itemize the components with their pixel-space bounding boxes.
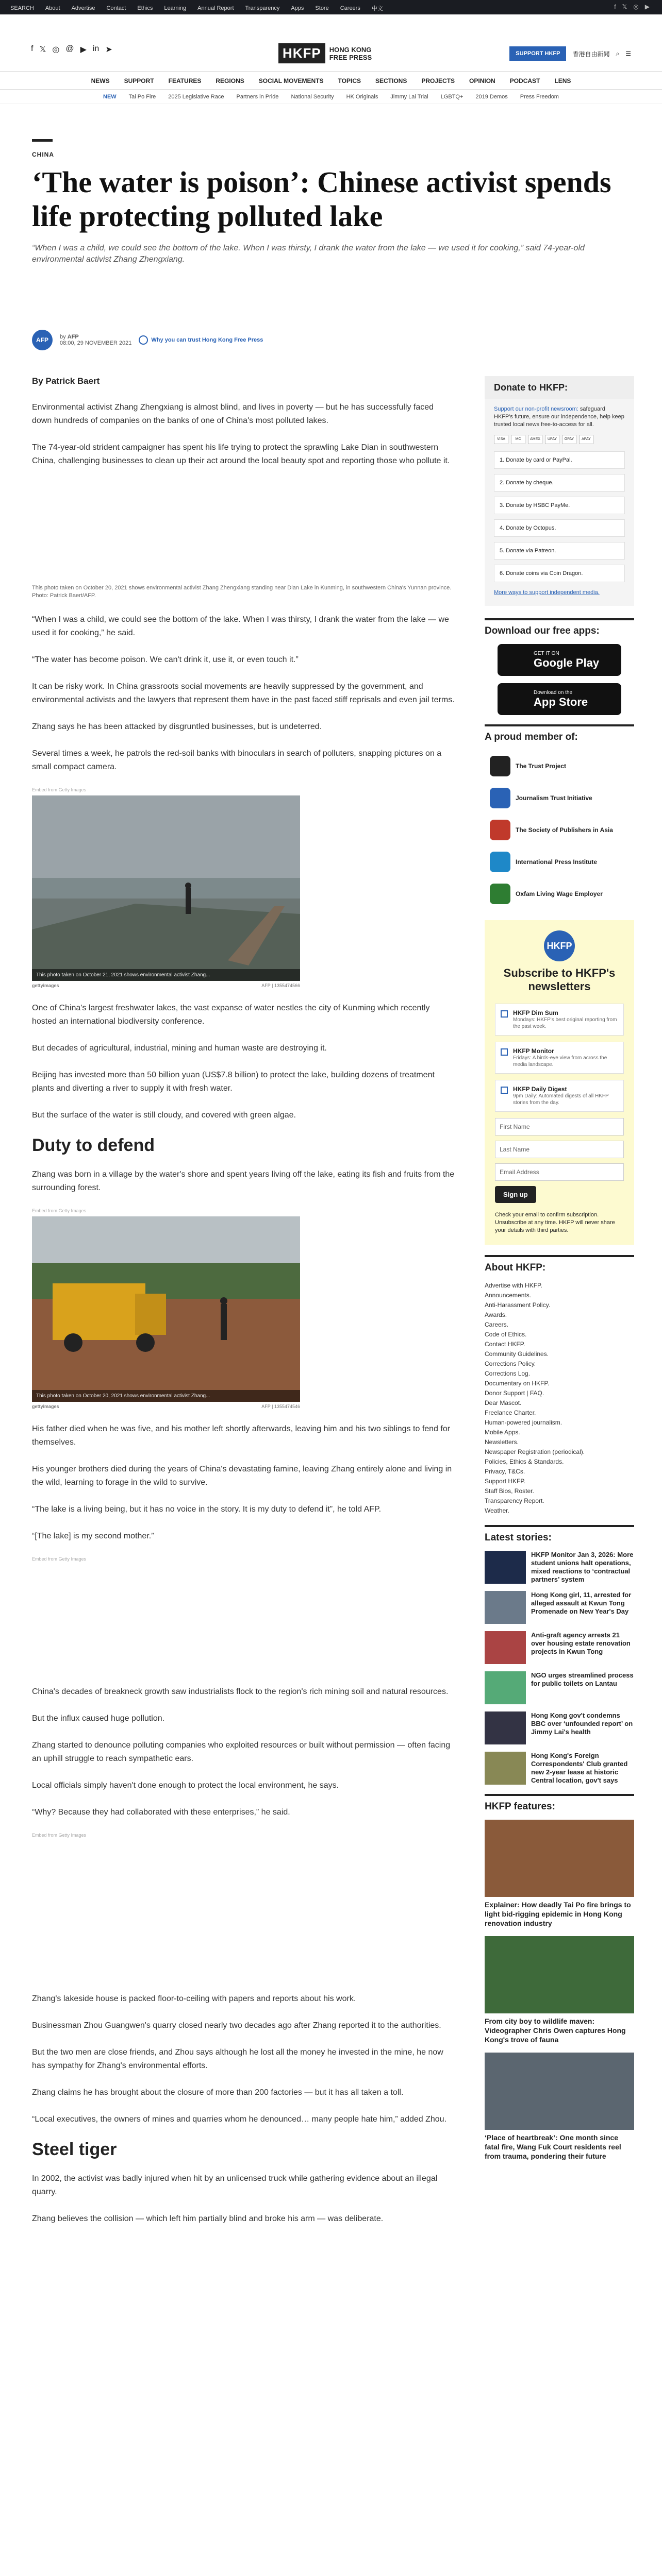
nav-item[interactable]: PROJECTS xyxy=(421,77,455,84)
trust-icon xyxy=(139,335,148,345)
about-link[interactable]: Privacy, T&Cs. xyxy=(485,1468,525,1475)
top-link[interactable]: Advertise xyxy=(71,5,95,11)
newsletter-title: Subscribe to HKFP's newsletters xyxy=(503,967,616,993)
about-link[interactable]: Corrections Policy. xyxy=(485,1360,536,1367)
subnav-item[interactable]: National Security xyxy=(291,94,334,100)
top-link[interactable]: Learning xyxy=(164,5,187,11)
logo-text: HONG KONG FREE PRESS xyxy=(329,45,372,61)
nav-item[interactable]: SOCIAL MOVEMENTS xyxy=(258,77,324,84)
paragraph: In 2002, the activist was badly injured when hit by an unlicensed truck while gathering evidence about an illegal quarry. xyxy=(32,2174,438,2196)
app-store-button[interactable]: Download on the App Store xyxy=(498,683,621,715)
members-title: A proud member of: xyxy=(485,732,578,742)
instagram-icon[interactable]: ◎ xyxy=(633,3,639,10)
donate-option[interactable]: 2. Donate by cheque. xyxy=(494,474,625,492)
first-name-input[interactable]: First Name xyxy=(495,1118,624,1136)
nav-item[interactable]: TOPICS xyxy=(338,77,361,84)
newsletter-note: Check your email to confirm subscription. Unsubscribe at any time. HKFP will never share your details with third parties. xyxy=(495,1212,615,1233)
payment-card-icon: AMEX xyxy=(528,435,542,444)
paragraph: “When I was a child, we could see the bottom of the lake. When I was thirsty, I drank the water from the lake — we used it for cooking,” he said. xyxy=(32,615,449,637)
linkedin-icon[interactable]: in xyxy=(92,44,100,53)
threads-icon[interactable]: @ xyxy=(65,44,74,53)
about-link[interactable]: Dear Mascot. xyxy=(485,1399,522,1406)
about-link[interactable]: Transparency Report. xyxy=(485,1497,544,1504)
telegram-icon[interactable]: ➤ xyxy=(105,45,112,54)
about-link[interactable]: Weather. xyxy=(485,1507,509,1514)
author-line: By Patrick Baert xyxy=(32,376,100,386)
paragraph: His father died when he was five, and his mother left shortly afterwards, leaving him and his two siblings to fend for themselves. xyxy=(32,1425,451,1447)
feature-title[interactable]: Explainer: How deadly Tai Po fire brings to light bid-rigging epidemic in Hong Kong renovation industry xyxy=(485,1901,631,1927)
member-mark-icon xyxy=(490,820,510,840)
nav-item[interactable]: PODCAST xyxy=(509,77,540,84)
top-link[interactable]: Contact xyxy=(106,5,126,11)
payment-card-icon: GPAY xyxy=(562,435,576,444)
top-links xyxy=(10,4,383,12)
instagram-icon[interactable]: ◎ xyxy=(52,45,60,54)
newsletter-name: HKFP Monitor xyxy=(513,1047,554,1055)
about-link[interactable]: Anti-Harassment Policy. xyxy=(485,1301,551,1309)
story-title[interactable]: Hong Kong girl, 11, arrested for alleged assault at Kwun Tong Promenade on New Year's Day xyxy=(531,1591,632,1615)
member-mark-icon xyxy=(490,884,510,904)
article-header xyxy=(32,139,630,265)
donate-option[interactable]: 4. Donate by Octopus. xyxy=(494,519,625,537)
paragraph: But the two men are close friends, and Zhou says although he lost all the money he invested in the mine, he now has sympathy for Zhang's environmental efforts. xyxy=(32,2048,443,2070)
payment-cards xyxy=(485,435,634,451)
story-thumbnail[interactable] xyxy=(485,1711,526,1744)
story-thumbnail[interactable] xyxy=(485,1671,526,1704)
top-link[interactable]: About xyxy=(45,5,60,11)
nav-item[interactable]: OPINION xyxy=(469,77,495,84)
section-heading: Steel tiger xyxy=(32,2140,117,2159)
sidebar xyxy=(485,376,634,2170)
story-thumbnail[interactable] xyxy=(485,1752,526,1785)
paragraph: But the surface of the water is still cloudy, and covered with green algae. xyxy=(32,1111,296,1120)
about-link[interactable]: Support HKFP. xyxy=(485,1478,526,1485)
member-mark-icon xyxy=(490,852,510,872)
latest-story[interactable] xyxy=(485,1711,634,1744)
payment-card-icon: UPAY xyxy=(545,435,559,444)
top-link[interactable]: Store xyxy=(315,5,329,11)
top-link[interactable]: Apps xyxy=(291,5,304,11)
about-link[interactable]: Careers. xyxy=(485,1321,509,1328)
apps-section xyxy=(485,618,634,715)
paragraph: The 74-year-old strident campaigner has spent his life trying to protect the sprawling Lake Dian in southwestern China, challenging businesses to clean up their act around the local beauty spot and reporting those who pollute it. xyxy=(32,443,450,465)
checkbox[interactable] xyxy=(501,1048,508,1056)
nav-item[interactable]: REGIONS xyxy=(216,77,244,84)
newsletter-desc: 9pm Daily: Automated digests of all HKFP stories from the day. xyxy=(513,1093,609,1106)
section-heading: Duty to defend xyxy=(32,1136,155,1155)
facebook-icon[interactable]: f xyxy=(614,3,616,10)
story-title[interactable]: Hong Kong gov't condemns BBC over ‘unfounded report’ on Jimmy Lai's health xyxy=(531,1711,633,1736)
member-logo[interactable] xyxy=(485,814,634,846)
about-link[interactable]: Policies, Ethics & Standards. xyxy=(485,1458,564,1465)
facebook-icon[interactable]: f xyxy=(31,44,34,53)
feature-story[interactable] xyxy=(485,2053,634,2161)
feature-story[interactable] xyxy=(485,1936,634,2044)
paragraph: But decades of agricultural, industrial, mining and human waste are destroying it. xyxy=(32,1044,327,1053)
about-link[interactable]: Corrections Log. xyxy=(485,1370,531,1377)
publish-date: 08:00, 29 NOVEMBER 2021 xyxy=(60,340,132,346)
paragraph: Beijing has invested more than 50 billion yuan (US$7.8 billion) to protect the lake, building dozens of treatment plants and diverting a river to supply it with fresh water. xyxy=(32,1071,435,1093)
about-link[interactable]: Awards. xyxy=(485,1311,507,1318)
email-input[interactable]: Email Address xyxy=(495,1163,624,1181)
last-name-input[interactable]: Last Name xyxy=(495,1141,624,1158)
story-thumbnail[interactable] xyxy=(485,1631,526,1664)
embed-placeholder xyxy=(32,1562,455,1685)
top-link[interactable]: Careers xyxy=(340,5,360,11)
story-title[interactable]: Anti-graft agency arrests 21 over housing estate renovation projects in Kwun Tong xyxy=(531,1631,631,1655)
search-icon[interactable]: ⌕ xyxy=(616,49,620,57)
paragraph: Several times a week, he patrols the red-soil banks with binoculars in search of polluters, snapping pictures on a small compact camera. xyxy=(32,749,442,771)
photo-credit: AFP | 1355474546 xyxy=(261,1404,300,1409)
paragraph: “Why? Because they had collaborated with these enterprises,” he said. xyxy=(32,1808,290,1817)
newsletter-option[interactable] xyxy=(495,1042,624,1074)
member-name: The Trust Project xyxy=(516,762,567,770)
article-title: ‘The water is poison’: Chinese activist spends life protecting polluted lake xyxy=(32,165,611,233)
photo-caption: This photo taken on October 20, 2021 shows environmental activist Zhang Zhengxiang standing near Dian Lake in Kunming, in southwestern China's Yunnan province. Photo: Patrick Baert/AFP. xyxy=(32,585,452,599)
member-mark-icon xyxy=(490,788,510,808)
newsletter-logo: HKFP xyxy=(544,930,575,961)
youtube-icon[interactable]: ▶ xyxy=(80,45,87,54)
subnav-item[interactable]: Partners in Pride xyxy=(236,94,279,100)
members-section xyxy=(485,724,634,910)
subnav-item[interactable]: Press Freedom xyxy=(520,94,559,100)
donate-title: Donate to HKFP: xyxy=(485,376,634,399)
top-link[interactable]: Ethics xyxy=(137,5,153,11)
about-link[interactable]: Code of Ethics. xyxy=(485,1331,527,1338)
features-title: HKFP features: xyxy=(485,1801,555,1812)
member-logo[interactable] xyxy=(485,750,634,782)
paragraph: Businessman Zhou Guangwen's quarry closed nearly two decades ago after Zhang reported it to the authorities. xyxy=(32,2021,441,2030)
nav-item[interactable]: NEWS xyxy=(91,77,110,84)
nav-item[interactable]: SECTIONS xyxy=(375,77,407,84)
top-bar xyxy=(0,0,662,14)
donate-option[interactable]: 3. Donate by HSBC PayMe. xyxy=(494,497,625,514)
getty-logo: gettyimages xyxy=(32,1404,59,1409)
getty-embed[interactable] xyxy=(32,1208,300,1409)
paragraph: Zhang started to denounce polluting companies who exploited resources or built without permission — often facing an uphill struggle to reach sympathetic ears. xyxy=(32,1741,451,1763)
paragraph: But the influx caused huge pollution. xyxy=(32,1714,165,1723)
article-body xyxy=(32,376,455,2239)
latest-story[interactable] xyxy=(485,1752,634,1785)
about-link[interactable]: Newsletters. xyxy=(485,1438,519,1446)
paragraph: “[The lake] is my second mother.” xyxy=(32,1532,154,1540)
member-logo[interactable] xyxy=(485,846,634,878)
about-link[interactable]: Advertise with HKFP. xyxy=(485,1282,542,1289)
getty-logo: gettyimages xyxy=(32,983,59,988)
member-name: Oxfam Living Wage Employer xyxy=(516,890,603,897)
about-link[interactable]: Contact HKFP. xyxy=(485,1341,525,1348)
paragraph: Zhang's lakeside house is packed floor-to-ceiling with papers and reports about his work. xyxy=(32,1994,356,2003)
donate-intro: Support our non-profit newsroom: safeguard HKFP's future, ensure our independence, help keep trusted local news free-to-access for all. xyxy=(494,406,624,428)
feature-story[interactable] xyxy=(485,1820,634,1928)
embed-label: Embed from Getty Images xyxy=(32,1208,87,1213)
nav-item[interactable]: SUPPORT xyxy=(124,77,154,84)
paragraph: Local officials simply haven't done enough to protect the local environment, he says. xyxy=(32,1781,339,1790)
subnav-item[interactable]: 2019 Demos xyxy=(475,94,508,100)
latest-section xyxy=(485,1525,634,1785)
header-actions xyxy=(509,46,631,61)
support-button[interactable]: SUPPORT HKFP xyxy=(509,46,566,61)
member-name: International Press Institute xyxy=(516,858,598,866)
paragraph: Zhang was born in a village by the water's shore and spent years living off the lake, eating its fish and fruits from the surrounding forest. xyxy=(32,1170,455,1192)
paragraph: His younger brothers died during the years of China's devastating famine, leaving Zhang entirely alone and living in the wild, learning to forage in the wild to survive. xyxy=(32,1465,452,1487)
twitter-icon[interactable]: 𝕏 xyxy=(622,3,627,10)
about-link[interactable]: Staff Bios, Roster. xyxy=(485,1487,534,1495)
donate-option[interactable]: 6. Donate coins via Coin Dragon. xyxy=(494,565,625,582)
latest-story[interactable] xyxy=(485,1551,634,1584)
paragraph: One of China's largest freshwater lakes, the vast expanse of water nestles the city of Kunming which recently hosted an international biodiversity conference. xyxy=(32,1004,430,1026)
top-link[interactable]: Transparency xyxy=(245,5,280,11)
member-mark-icon xyxy=(490,756,510,776)
chinese-link[interactable]: 香港自由新聞 xyxy=(572,50,610,58)
about-link[interactable]: Documentary on HKFP. xyxy=(485,1380,550,1387)
story-title[interactable]: Hong Kong's Foreign Correspondents' Club granted new 2-year lease at historic Central location, gov't says xyxy=(531,1752,628,1784)
subnav-item[interactable]: Tai Po Fire xyxy=(128,94,156,100)
language-link[interactable]: 中文 xyxy=(371,6,383,12)
story-thumbnail[interactable] xyxy=(485,1591,526,1624)
story-title[interactable]: NGO urges streamlined process for public toilets on Lantau xyxy=(531,1671,634,1687)
main-nav xyxy=(0,71,662,90)
embed-label: Embed from Getty Images xyxy=(32,787,87,792)
story-title[interactable]: HKFP Monitor Jan 3, 2026: More student unions halt operations, mixed reactions to ‘contractual partners’ system xyxy=(531,1551,634,1583)
about-link[interactable]: Announcements. xyxy=(485,1292,532,1299)
about-link[interactable]: Newspaper Registration (periodical). xyxy=(485,1448,585,1455)
paragraph: It can be risky work. In China grassroots social movements are heavily suppressed by the government, and environmental activists and the lawyers that represent them have in the past faced stiff reprisals and even jail terms. xyxy=(32,682,455,704)
getty-embed[interactable] xyxy=(32,787,300,988)
feature-title[interactable]: ‘Place of heartbreak’: One month since fatal fire, Wang Fuk Court residents reel from trauma, pondering their future xyxy=(485,2133,621,2160)
feature-thumbnail[interactable] xyxy=(485,2053,634,2130)
paragraph: Zhang believes the collision — which left him partially blind and broke his arm — was deliberate. xyxy=(32,2214,384,2223)
youtube-icon[interactable]: ▶ xyxy=(644,3,650,10)
photo-credit: AFP | 1355474566 xyxy=(261,983,300,988)
about-section xyxy=(485,1255,634,1516)
payment-card-icon: APAY xyxy=(579,435,593,444)
latest-story[interactable] xyxy=(485,1591,634,1624)
google-play-button[interactable]: GET IT ON Google Play xyxy=(498,644,621,676)
donate-intro-link[interactable]: Support our non-profit newsroom: xyxy=(494,406,578,412)
member-logo[interactable] xyxy=(485,878,634,910)
logo-mark: HKFP xyxy=(278,43,325,63)
about-link[interactable]: Donor Support | FAQ. xyxy=(485,1389,544,1397)
member-name: The Society of Publishers in Asia xyxy=(516,826,613,834)
subnav-item[interactable]: LGBTQ+ xyxy=(440,94,464,100)
byline-text: by AFP 08:00, 29 NOVEMBER 2021 xyxy=(60,334,132,346)
paragraph: “The water has become poison. We can't drink it, use it, or even touch it.” xyxy=(32,655,299,664)
story-thumbnail[interactable] xyxy=(485,1551,526,1584)
paragraph: Zhang claims he has brought about the closure of more than 200 factories — but it has all taken a toll. xyxy=(32,2088,404,2097)
lake-photo[interactable] xyxy=(32,795,300,981)
about-link[interactable]: Human-powered journalism. xyxy=(485,1419,562,1426)
paragraph: “Local executives, the owners of mines and quarries whom he denounced… many people hate him,” added Zhou. xyxy=(32,2115,447,2124)
subnav-item[interactable]: Jimmy Lai Trial xyxy=(390,94,428,100)
features-section xyxy=(485,1794,634,2161)
brand-header xyxy=(0,14,662,71)
paragraph: China's decades of breakneck growth saw industrialists flock to the region's rich mining soil and natural resources. xyxy=(32,1687,449,1696)
donate-option[interactable]: 1. Donate by card or PayPal. xyxy=(494,451,625,469)
newsletter-name: HKFP Dim Sum xyxy=(513,1009,558,1016)
standfirst: “When I was a child, we could see the bottom of the lake. When I was thirsty, I drank the water from the lake — we used it for cooking,” said 74-year-old environmental activist Zhang Zhengxiang. xyxy=(32,244,585,264)
subnav-item[interactable]: HK Originals xyxy=(346,94,378,100)
newsletter-box xyxy=(485,920,634,1245)
paragraph: Zhang says he has been attacked by disgruntled businesses, but is undeterred. xyxy=(32,722,322,731)
about-link[interactable]: Community Guidelines. xyxy=(485,1350,549,1358)
checkbox[interactable] xyxy=(501,1010,508,1018)
category-label[interactable]: CHINA xyxy=(32,151,54,158)
sub-nav xyxy=(0,90,662,104)
more-ways-link[interactable]: More ways to support independent media. xyxy=(494,589,600,596)
latest-story[interactable] xyxy=(485,1631,634,1664)
photo-caption-overlay: This photo taken on October 20, 2021 shows environmental activist Zhang... xyxy=(32,1390,300,1402)
newsletter-option[interactable] xyxy=(495,1080,624,1112)
nav-item[interactable]: FEATURES xyxy=(168,77,202,84)
embed-label: Embed from Getty Images xyxy=(32,1556,87,1562)
image-placeholder xyxy=(32,481,455,584)
paragraph: Environmental activist Zhang Zhengxiang is almost blind, and lives in poverty — but he has successfully faced down hundreds of companies on the banks of one of China's most polluted lakes. xyxy=(32,403,434,425)
photo-caption-overlay: This photo taken on October 21, 2021 shows environmental activist Zhang... xyxy=(32,969,300,981)
top-social xyxy=(614,3,650,10)
donate-box xyxy=(485,376,634,606)
top-link[interactable]: SEARCH xyxy=(10,5,34,11)
newsletter-desc: Fridays: A birds-eye view from across the media landscape. xyxy=(513,1055,607,1067)
member-name: Journalism Trust Initiative xyxy=(516,794,592,802)
donate-option[interactable]: 5. Donate via Patreon. xyxy=(494,542,625,560)
byline xyxy=(32,330,263,350)
site-logo[interactable] xyxy=(278,43,372,63)
apps-title: Download our free apps: xyxy=(485,625,600,636)
payment-card-icon: MC xyxy=(511,435,525,444)
author-avatar[interactable]: AFP xyxy=(32,330,53,350)
embed-placeholder xyxy=(32,1838,455,1992)
newsletter-desc: Mondays: HKFP's best original reporting from the past week. xyxy=(513,1017,617,1029)
newsletter-name: HKFP Daily Digest xyxy=(513,1086,567,1093)
social-icons xyxy=(31,44,112,55)
about-title: About HKFP: xyxy=(485,1262,546,1273)
embed-label: Embed from Getty Images xyxy=(32,1833,87,1838)
checkbox[interactable] xyxy=(501,1087,508,1094)
nav-item[interactable]: LENS xyxy=(554,77,571,84)
trust-link[interactable]: Why you can trust Hong Kong Free Press xyxy=(139,335,263,345)
newsletter-option[interactable] xyxy=(495,1004,624,1036)
feature-title[interactable]: From city boy to wildlife maven: Videographer Chris Owen captures Hong Kong's trove of fauna xyxy=(485,2017,626,2044)
latest-title: Latest stories: xyxy=(485,1532,552,1543)
subnav-item[interactable]: 2025 Legislative Race xyxy=(168,94,224,100)
author-org[interactable]: AFP xyxy=(67,334,79,340)
signup-button[interactable]: Sign up xyxy=(495,1186,536,1203)
new-label: NEW xyxy=(103,94,117,100)
truck-photo[interactable] xyxy=(32,1216,300,1402)
feature-thumbnail[interactable] xyxy=(485,1820,634,1897)
member-logo[interactable] xyxy=(485,782,634,814)
category-bar xyxy=(32,139,53,142)
about-link[interactable]: Mobile Apps. xyxy=(485,1429,520,1436)
paragraph: “The lake is a living being, but it has no voice in the story. It is my duty to defend it”, he told AFP. xyxy=(32,1505,382,1514)
payment-card-icon: VISA xyxy=(494,435,508,444)
twitter-icon[interactable]: 𝕏 xyxy=(39,45,46,54)
menu-icon[interactable]: ☰ xyxy=(625,50,631,57)
latest-story[interactable] xyxy=(485,1671,634,1704)
feature-thumbnail[interactable] xyxy=(485,1936,634,2013)
about-link[interactable]: Freelance Charter. xyxy=(485,1409,536,1416)
top-link[interactable]: Annual Report xyxy=(197,5,234,11)
